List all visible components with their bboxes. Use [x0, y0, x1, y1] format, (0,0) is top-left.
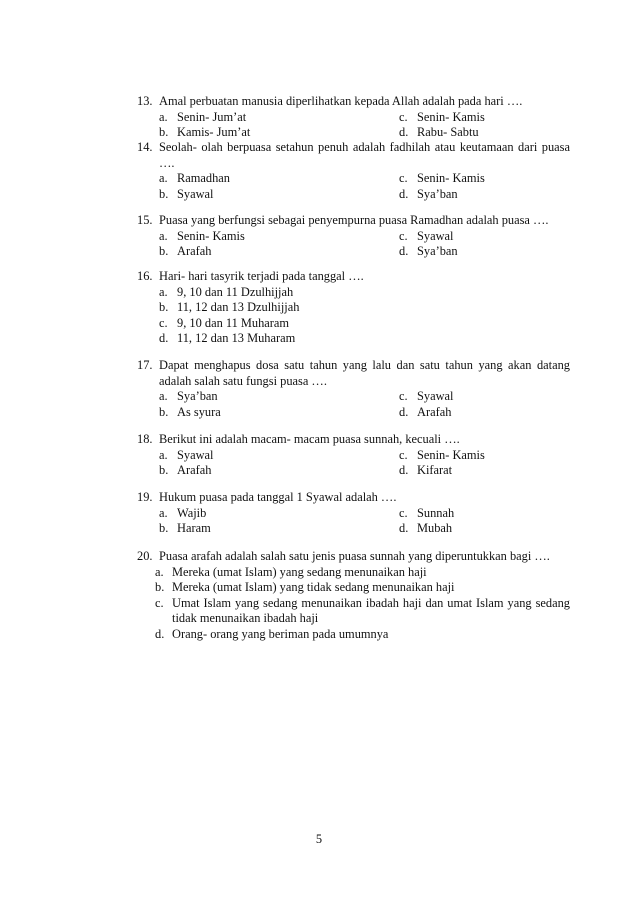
option-d: d. Sya’ban: [399, 186, 458, 201]
option-a: a. Senin- Jum’at: [159, 109, 247, 124]
question-15: [137, 213, 570, 260]
option-d: d. 11, 12 dan 13 Muharam: [159, 331, 296, 345]
question-stem: [137, 140, 570, 171]
question-number: 18.: [137, 432, 153, 446]
question-number: 13.: [137, 94, 153, 108]
question-14: [137, 140, 570, 202]
option-a: a. Wajib: [159, 505, 207, 520]
option-a: a. Mereka (umat Islam) yang sedang menunaikan haji: [155, 564, 427, 579]
option-c: c. Senin- Kamis: [399, 109, 485, 124]
question-number: 20.: [137, 549, 153, 563]
question-20: [137, 549, 570, 642]
question-text: Seolah- olah berpuasa setahun penuh adalah fadhilah atau keutamaan dari puasa ….: [159, 140, 570, 170]
question-stem: [137, 269, 570, 285]
option-b: b. Mereka (umat Islam) yang tidak sedang menunaikan haji: [155, 580, 455, 594]
options-grid: [137, 171, 570, 202]
question-stem: [137, 94, 570, 110]
option-d: d. Arafah: [399, 404, 452, 419]
question-16: [137, 269, 570, 347]
question-text: Berikut ini adalah macam- macam puasa sunnah, kecuali ….: [159, 432, 460, 446]
option-b: b. 11, 12 dan 13 Dzulhijjah: [159, 300, 300, 314]
option-d: d. Kifarat: [399, 463, 453, 477]
option-a: a. Ramadhan: [159, 171, 230, 185]
option-c: c. Syawal: [399, 228, 454, 243]
option-c: c. Umat Islam yang sedang menunaikan ibadah haji dan umat Islam yang sedang tidak menunaikan ibadah haji: [155, 595, 570, 625]
option-a: a. Senin- Kamis: [159, 228, 245, 243]
option-d: d. Sya’ban: [399, 244, 458, 258]
question-13: [137, 94, 570, 141]
question-text: Dapat menghapus dosa satu tahun yang lalu dan satu tahun yang akan datang adalah salah satu fungsi puasa ….: [159, 358, 570, 388]
option-a: a. Sya’ban: [159, 389, 218, 403]
question-stem: [137, 549, 570, 565]
option-c: c. Sunnah: [399, 505, 455, 520]
option-b: b. Arafah: [159, 244, 212, 258]
question-number: 16.: [137, 269, 153, 283]
option-a: a. Syawal: [159, 447, 214, 462]
option-c: c. Senin- Kamis: [399, 171, 485, 185]
option-b: b. Haram: [159, 521, 211, 535]
options-grid: [137, 229, 570, 260]
page-number: 5: [315, 832, 323, 846]
option-c: c. Syawal: [399, 389, 454, 403]
question-stem: [137, 432, 570, 448]
question-17: [137, 358, 570, 420]
question-stem: [137, 358, 570, 389]
options-grid: [137, 110, 570, 141]
option-b: b. Kamis- Jum’at: [159, 125, 251, 139]
option-d: d. Mubah: [399, 521, 453, 535]
question-stem: [137, 490, 570, 506]
question-18: [137, 432, 570, 479]
option-d: d. Rabu- Sabtu: [399, 125, 479, 139]
option-d: d. Orang- orang yang beriman pada umumnya: [155, 626, 389, 641]
question-number: 19.: [137, 490, 153, 504]
question-text: Hari- hari tasyrik terjadi pada tanggal ….: [159, 269, 364, 283]
option-a: a. 9, 10 dan 11 Dzulhijjah: [159, 284, 294, 299]
question-number: 14.: [137, 140, 153, 154]
question-stem: [137, 213, 570, 229]
option-b: b. As syura: [159, 404, 221, 419]
question-text: Puasa arafah adalah salah satu jenis puasa sunnah yang diperuntukkan bagi ….: [159, 549, 550, 563]
question-19: [137, 490, 570, 537]
question-number: 17.: [137, 358, 153, 372]
question-number: 15.: [137, 213, 153, 227]
question-text: Puasa yang berfungsi sebagai penyempurna puasa Ramadhan adalah puasa ….: [159, 213, 549, 227]
options-grid: [137, 448, 570, 479]
option-b: b. Arafah: [159, 463, 212, 477]
question-text: Hukum puasa pada tanggal 1 Syawal adalah ….: [159, 490, 397, 504]
option-c: c. 9, 10 dan 11 Muharam: [159, 315, 290, 330]
options-grid: [137, 389, 570, 420]
question-text: Amal perbuatan manusia diperlihatkan kepada Allah adalah pada hari ….: [159, 94, 523, 108]
option-c: c. Senin- Kamis: [399, 447, 485, 462]
options-grid: [137, 506, 570, 537]
option-b: b. Syawal: [159, 186, 214, 201]
